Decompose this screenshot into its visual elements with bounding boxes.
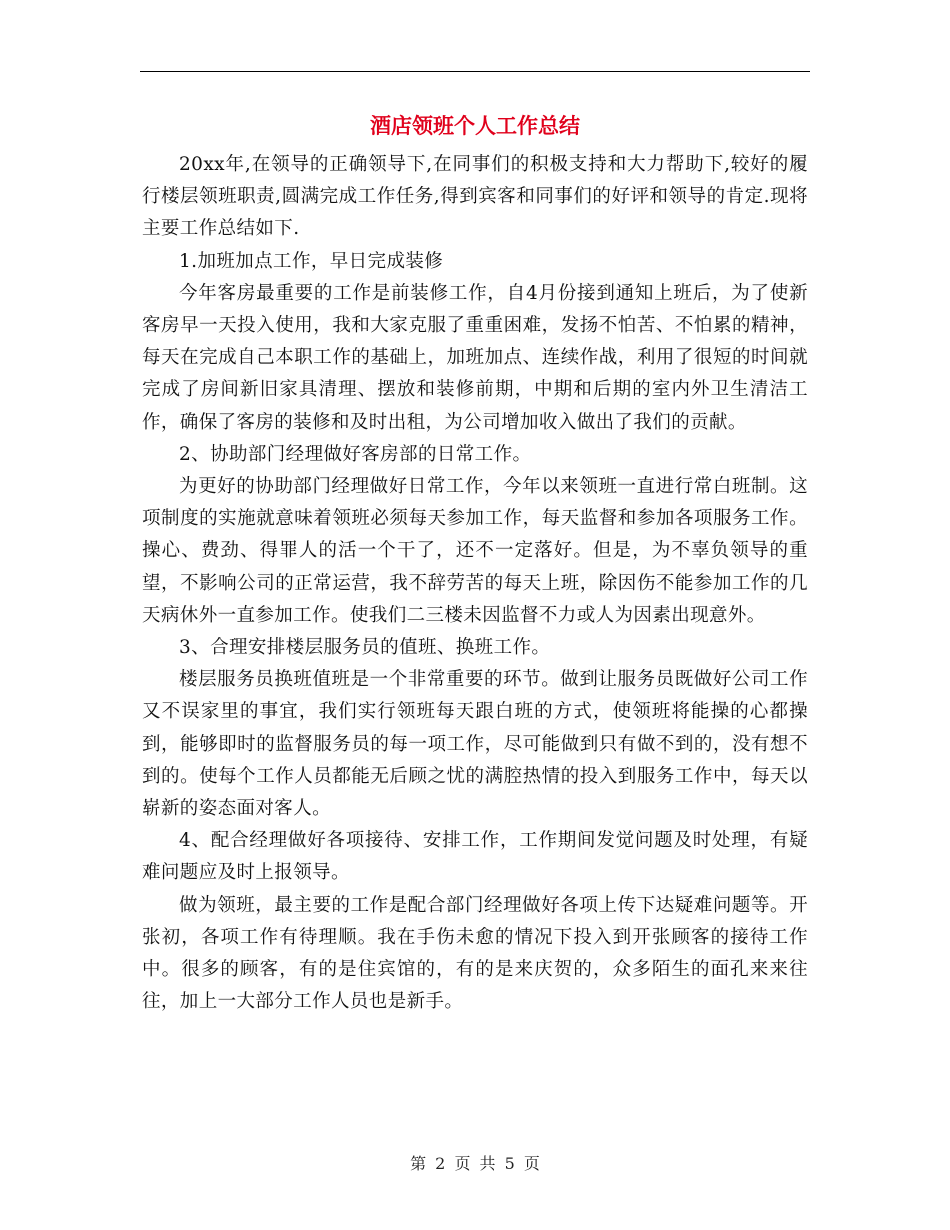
- section-paragraph-1: 今年客房最重要的工作是前装修工作，自4月份接到通知上班后，为了使新客房早一天投入使用，我和大家克服了重重困难，发扬不怕苦、不怕累的精神，每天在完成自己本职工作的基础上，加班加点、连续作战，利用了很短的时间就完成了房间新旧家具清理、摆放和装修前期，中期和后期的室内外卫生清洁工作，确保了客房的装修和及时出租，为公司增加收入做出了我们的贡献。: [142, 282, 808, 433]
- section-paragraph-2: 为更好的协助部门经理做好日常工作，今年以来领班一直进行常白班制。这项制度的实施就意味着领班必须每天参加工作，每天监督和参加各项服务工作。操心、费劲、得罪人的活一个干了，还不一定落好。但是，为不辜负领导的重望，不影响公司的正常运营，我不辞劳苦的每天上班，除因伤不能参加工作的几天病休外一直参加工作。使我们二三楼未因监督不力或人为因素出现意外。: [142, 476, 808, 626]
- document-body: [142, 149, 808, 1018]
- section-heading-1: 1.加班加点工作，早日完成装修: [179, 250, 444, 272]
- intro-paragraph: 20xx年,在领导的正确领导下,在同事们的积极支持和大力帮助下,较好的履行楼层领班职责,圆满完成工作任务,得到宾客和同事们的好评和领导的肯定.现将主要工作总结如下.: [142, 154, 808, 240]
- section-heading-4: 4、配合经理做好各项接待、安排工作，工作期间发觉问题及时处理，有疑难问题应及时上报领导。: [142, 830, 808, 884]
- section-paragraph-4: 做为领班，最主要的工作是配合部门经理做好各项上传下达疑难问题等。开张初，各项工作有待理顺。我在手伤未愈的情况下投入到开张顾客的接待工作中。很多的顾客，有的是住宾馆的，有的是来庆贺的，众多陌生的面孔来来往往，加上一大部分工作人员也是新手。: [142, 894, 808, 1013]
- page-number-footer: 第 2 页 共 5 页: [410, 1154, 540, 1173]
- document-title: 酒店领班个人工作总结: [370, 113, 580, 138]
- section-heading-2: 2、协助部门经理做好客房部的日常工作。: [179, 443, 532, 465]
- section-paragraph-3: 楼层服务员换班值班是一个非常重要的环节。做到让服务员既做好公司工作又不误家里的事宜，我们实行领班每天跟白班的方式，使领班将能操的心都操到，能够即时的监督服务员的每一项工作，尽可能做到只有做不到的，没有想不到的。使每个工作人员都能无后顾之忧的满腔热情的投入到服务工作中，每天以崭新的姿态面对客人。: [142, 669, 808, 820]
- section-heading-3: 3、合理安排楼层服务员的值班、换班工作。: [179, 637, 551, 659]
- header-rule: [140, 71, 810, 72]
